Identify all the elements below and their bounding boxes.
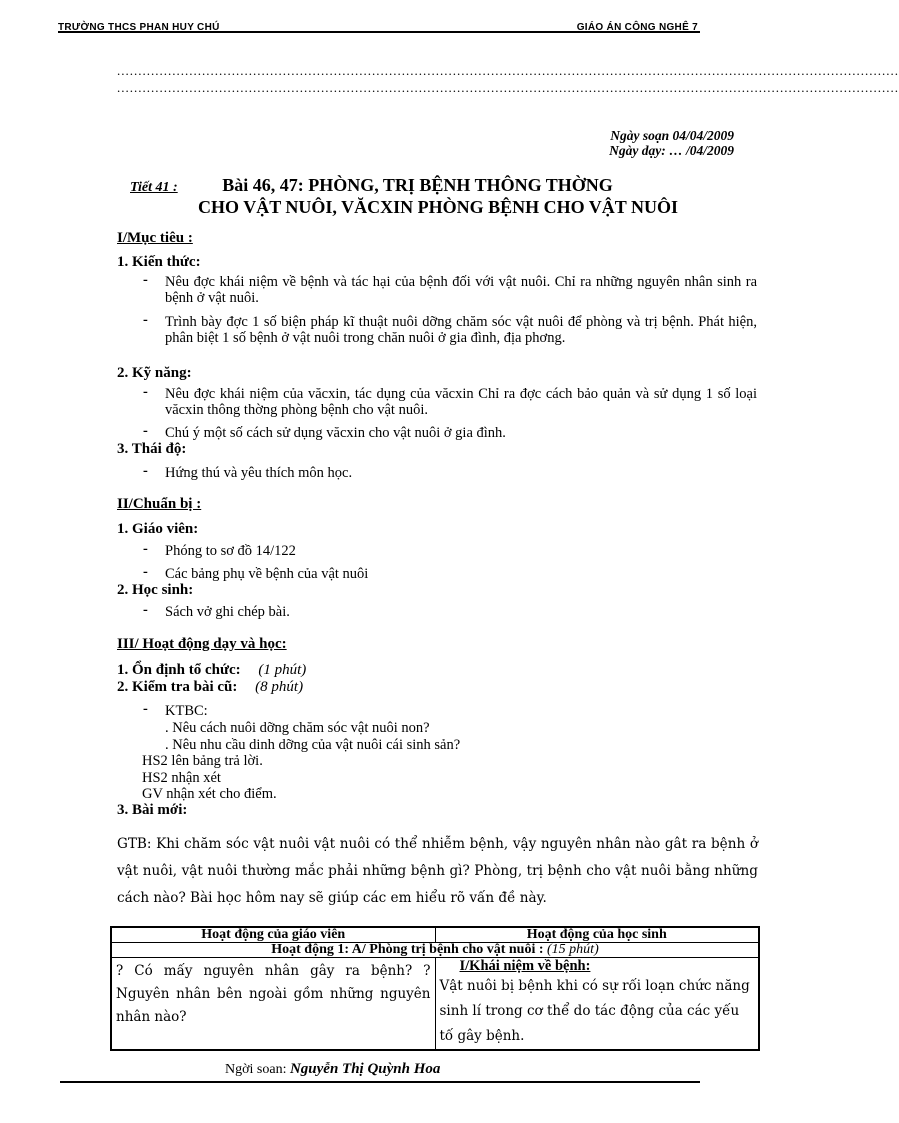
- lesson-title-line1: [130, 175, 740, 196]
- date-prepared: Ngày soạn 04/04/2009: [610, 128, 734, 143]
- question-item: . Nêu cách nuôi dỡng chăm sóc vật nuôi non?: [165, 720, 430, 736]
- table-header-row: [111, 927, 759, 943]
- lesson-dates: [609, 128, 734, 158]
- dash-bullet: -: [143, 564, 148, 580]
- list-item: - Hứng thú và yêu thích môn học.: [143, 463, 353, 481]
- author-name: Nguyễn Thị Quỳnh Hoa: [289, 1061, 441, 1077]
- list-item: - Phóng to sơ đồ 14/122: [143, 541, 296, 559]
- duration: (8 phút): [255, 679, 304, 695]
- list-item: - KTBC:: [143, 701, 208, 719]
- list-item: - Sách vở ghi chép bài.: [143, 602, 290, 620]
- teacher-activity-cell: ? Có mấy nguyên nhân gây ra bệnh? ? Nguyên nhân bên ngoài gồm những nguyên nhân nào?: [111, 958, 435, 1051]
- author-label: Ngời soan:: [225, 1062, 287, 1077]
- dotted-line-2: ........................................................................................................................................................................................: [117, 80, 899, 95]
- review-questions: [165, 720, 460, 753]
- activity-table: [110, 926, 760, 1051]
- student-heading: 2. Học sinh:: [117, 582, 194, 598]
- school-name: TRƯỜNG THCS PHAN HUY CHÚ: [58, 22, 220, 33]
- footer-rule: [60, 1081, 700, 1083]
- section-activities-heading: III/ Hoạt động dạy và học:: [117, 636, 287, 652]
- class-organization: 1. Ổn định tổ chức: (1 phút): [117, 662, 307, 678]
- dash-bullet: -: [143, 312, 148, 328]
- list-item: - Các bảng phụ về bệnh của vật nuôi: [143, 564, 369, 582]
- dash-bullet: -: [143, 463, 148, 479]
- lesson-introduction: GTB: Khi chăm sóc vật nuôi vật nuôi có thể nhiễm bệnh, vậy nguyên nhân nào gât ra bệnh ở vật nuôi, vật nuôi thường mắc phải những bệnh gì? Phòng, trị bệnh cho vật nuôi bằng những cách nào? Bài học hôm nay sẽ giúp các em hiểu rõ vấn đề này.: [117, 836, 758, 906]
- page-header: [58, 22, 698, 36]
- note-item: HS2 nhận xét: [142, 769, 221, 786]
- dash-bullet: -: [143, 701, 148, 717]
- dash-bullet: -: [143, 384, 148, 400]
- teacher-heading: 1. Giáo viên:: [117, 521, 199, 537]
- page-footer: [225, 1061, 440, 1078]
- note-item: GV nhận xét cho điểm.: [142, 786, 277, 802]
- new-lesson-heading: 3. Bài mới:: [117, 802, 188, 818]
- note-item: HS2 lên bảng trả lời.: [142, 753, 263, 769]
- section-objectives-heading: I/Mục tiêu :: [117, 230, 193, 246]
- dash-bullet: -: [143, 602, 148, 618]
- assessment-notes: [142, 753, 277, 803]
- dash-bullet: -: [143, 541, 148, 557]
- column-header-teacher: Hoạt động của giáo viên: [111, 927, 435, 943]
- duration: (1 phút): [258, 662, 307, 678]
- dash-bullet: -: [143, 272, 148, 288]
- section-preparation-heading: II/Chuẩn bị :: [117, 496, 202, 512]
- list-item: - Nêu đợc khái niệm về bệnh và tác hại của bệnh đối với vật nuôi. Chỉ ra những nguyên nhân sinh ra bệnh ở vật nuôi.: [143, 272, 757, 306]
- dash-bullet: -: [143, 423, 148, 439]
- lesson-title-line2: CHO VẬT NUÔI, VĂCXIN PHÒNG BỆNH CHO VẬT NUÔI: [198, 197, 678, 217]
- old-lesson-check: 2. Kiểm tra bài cũ: (8 phút): [117, 679, 304, 695]
- question-item: . Nêu nhu cầu dinh dỡng của vật nuôi cái sinh sản?: [165, 736, 461, 753]
- list-item: - Chú ý một số cách sử dụng văcxin cho vật nuôi ở gia đình.: [143, 423, 506, 441]
- date-taught: Ngày dạy: … /04/2009: [609, 143, 734, 158]
- table-row: [111, 943, 759, 958]
- list-item: - Nêu đợc khái niệm của văcxin, tác dụng của văcxin Chỉ ra đợc cách bảo quản và sử dụng 1 số loại văcxin thông thờng phòng bệnh cho vật nuôi.: [143, 384, 757, 418]
- concept-text: Vật nuôi bị bệnh khi có sự rối loạn chức năng sinh lí trong cơ thể do tác động của các yếu tố gây bệnh.: [439, 978, 750, 1044]
- lesson-period: Tiết 41 :: [130, 180, 178, 195]
- concept-heading: I/Khái niệm về bệnh:: [459, 958, 591, 974]
- list-item: - Trình bày đợc 1 số biện pháp kĩ thuật nuôi dỡng chăm sóc vật nuôi để phòng và trị bệnh. Phát hiện, phân biệt 1 số bệnh ở vật nuôi trong chăn nuôi ở gia đình, địa phơng.: [143, 312, 757, 346]
- duration: (15 phút): [547, 942, 599, 957]
- document-type: GIÁO ÁN CÔNG NGHỆ 7: [576, 22, 698, 33]
- knowledge-heading: 1. Kiến thức:: [117, 254, 201, 270]
- dotted-line-1: ........................................................................................................................................................................................: [117, 63, 899, 78]
- activity-1-title: Hoạt động 1: A/ Phòng trị bệnh cho vật nuôi : (15 phút): [111, 943, 759, 958]
- student-activity-cell: [435, 958, 759, 1051]
- title-text-1: PHÒNG, TRỊ BỆNH THÔNG THỜNG: [308, 175, 613, 195]
- table-row: [111, 958, 759, 1051]
- skills-heading: 2. Kỹ năng:: [117, 365, 192, 381]
- lesson-number: Bài 46, 47:: [222, 175, 304, 195]
- attitude-heading: 3. Thái độ:: [117, 441, 187, 457]
- header-rule: [58, 31, 700, 33]
- column-header-student: Hoạt động của học sinh: [435, 927, 759, 943]
